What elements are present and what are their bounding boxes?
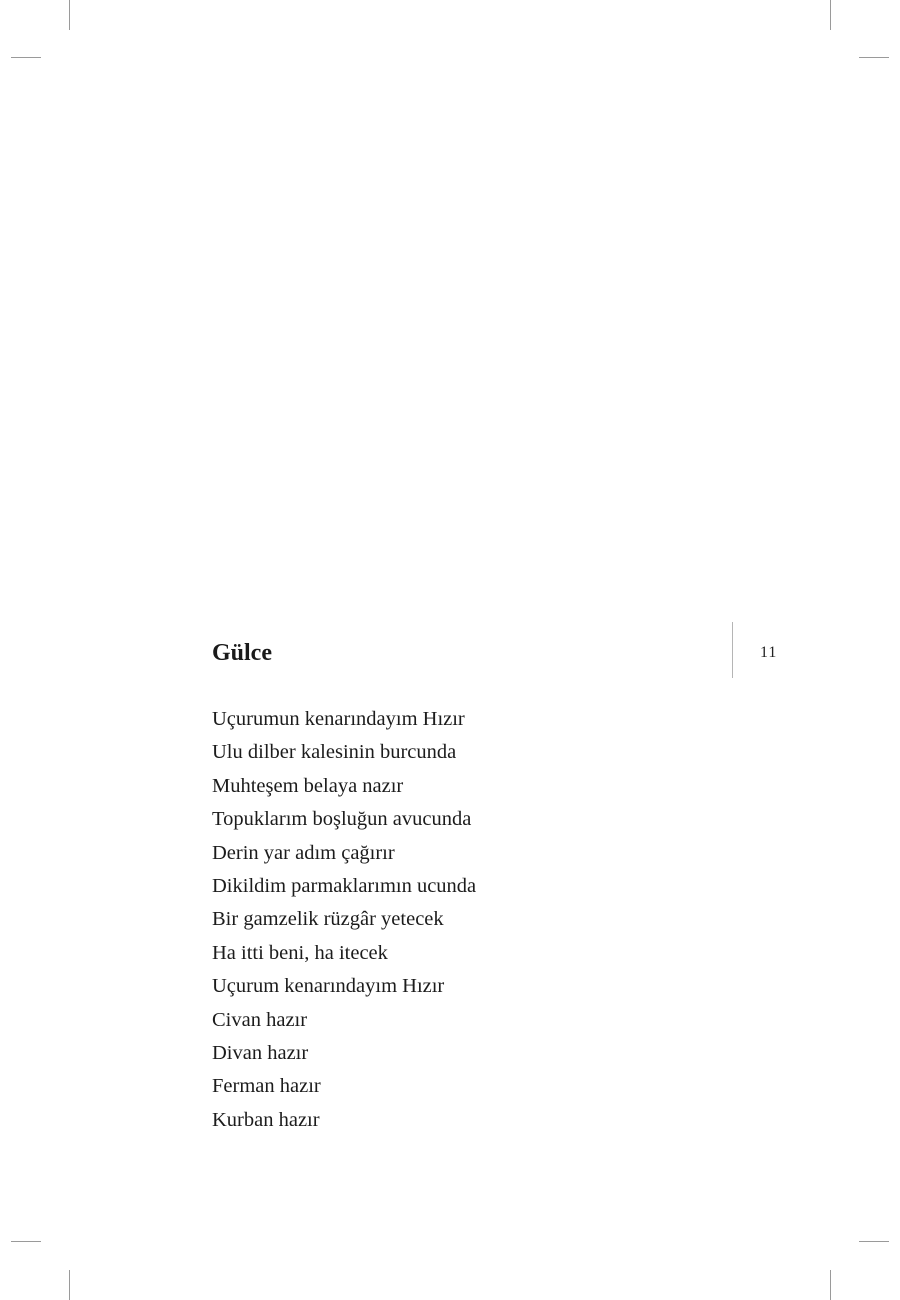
poem-line: Uçurum kenarındayım Hızır bbox=[212, 975, 445, 998]
poem-line: Muhteşem belaya nazır bbox=[212, 774, 404, 797]
poem-body bbox=[212, 703, 476, 1137]
crop-mark-top-left-vertical bbox=[69, 0, 70, 30]
poem-line: Ulu dilber kalesinin burcunda bbox=[212, 741, 457, 764]
poem-line: Ha itti beni, ha itecek bbox=[212, 941, 388, 964]
poem-title: Gülce bbox=[212, 640, 272, 666]
page-number: 11 bbox=[760, 644, 778, 661]
poem-line: Uçurumun kenarındayım Hızır bbox=[212, 708, 465, 730]
crop-mark-bottom-left-horizontal bbox=[11, 1241, 41, 1242]
crop-mark-top-left-horizontal bbox=[11, 57, 41, 58]
poem-line: Dikildim parmaklarımın ucunda bbox=[212, 875, 477, 898]
poem-line: Ferman hazır bbox=[212, 1075, 321, 1098]
poem-line: Topuklarım boşluğun avucunda bbox=[212, 808, 472, 831]
folio-rule bbox=[732, 622, 733, 678]
crop-mark-top-right-horizontal bbox=[859, 57, 889, 58]
poem-line: Derin yar adım çağırır bbox=[212, 841, 395, 864]
poem-line: Kurban hazır bbox=[212, 1108, 320, 1131]
crop-mark-bottom-right-horizontal bbox=[859, 1241, 889, 1242]
crop-mark-top-right-vertical bbox=[830, 0, 831, 30]
poem-line: Bir gamzelik rüzgâr yetecek bbox=[212, 908, 444, 931]
crop-mark-bottom-left-vertical bbox=[69, 1270, 70, 1300]
crop-mark-bottom-right-vertical bbox=[830, 1270, 831, 1300]
poem-line: Divan hazır bbox=[212, 1042, 309, 1065]
poem-line: Civan hazır bbox=[212, 1008, 308, 1031]
